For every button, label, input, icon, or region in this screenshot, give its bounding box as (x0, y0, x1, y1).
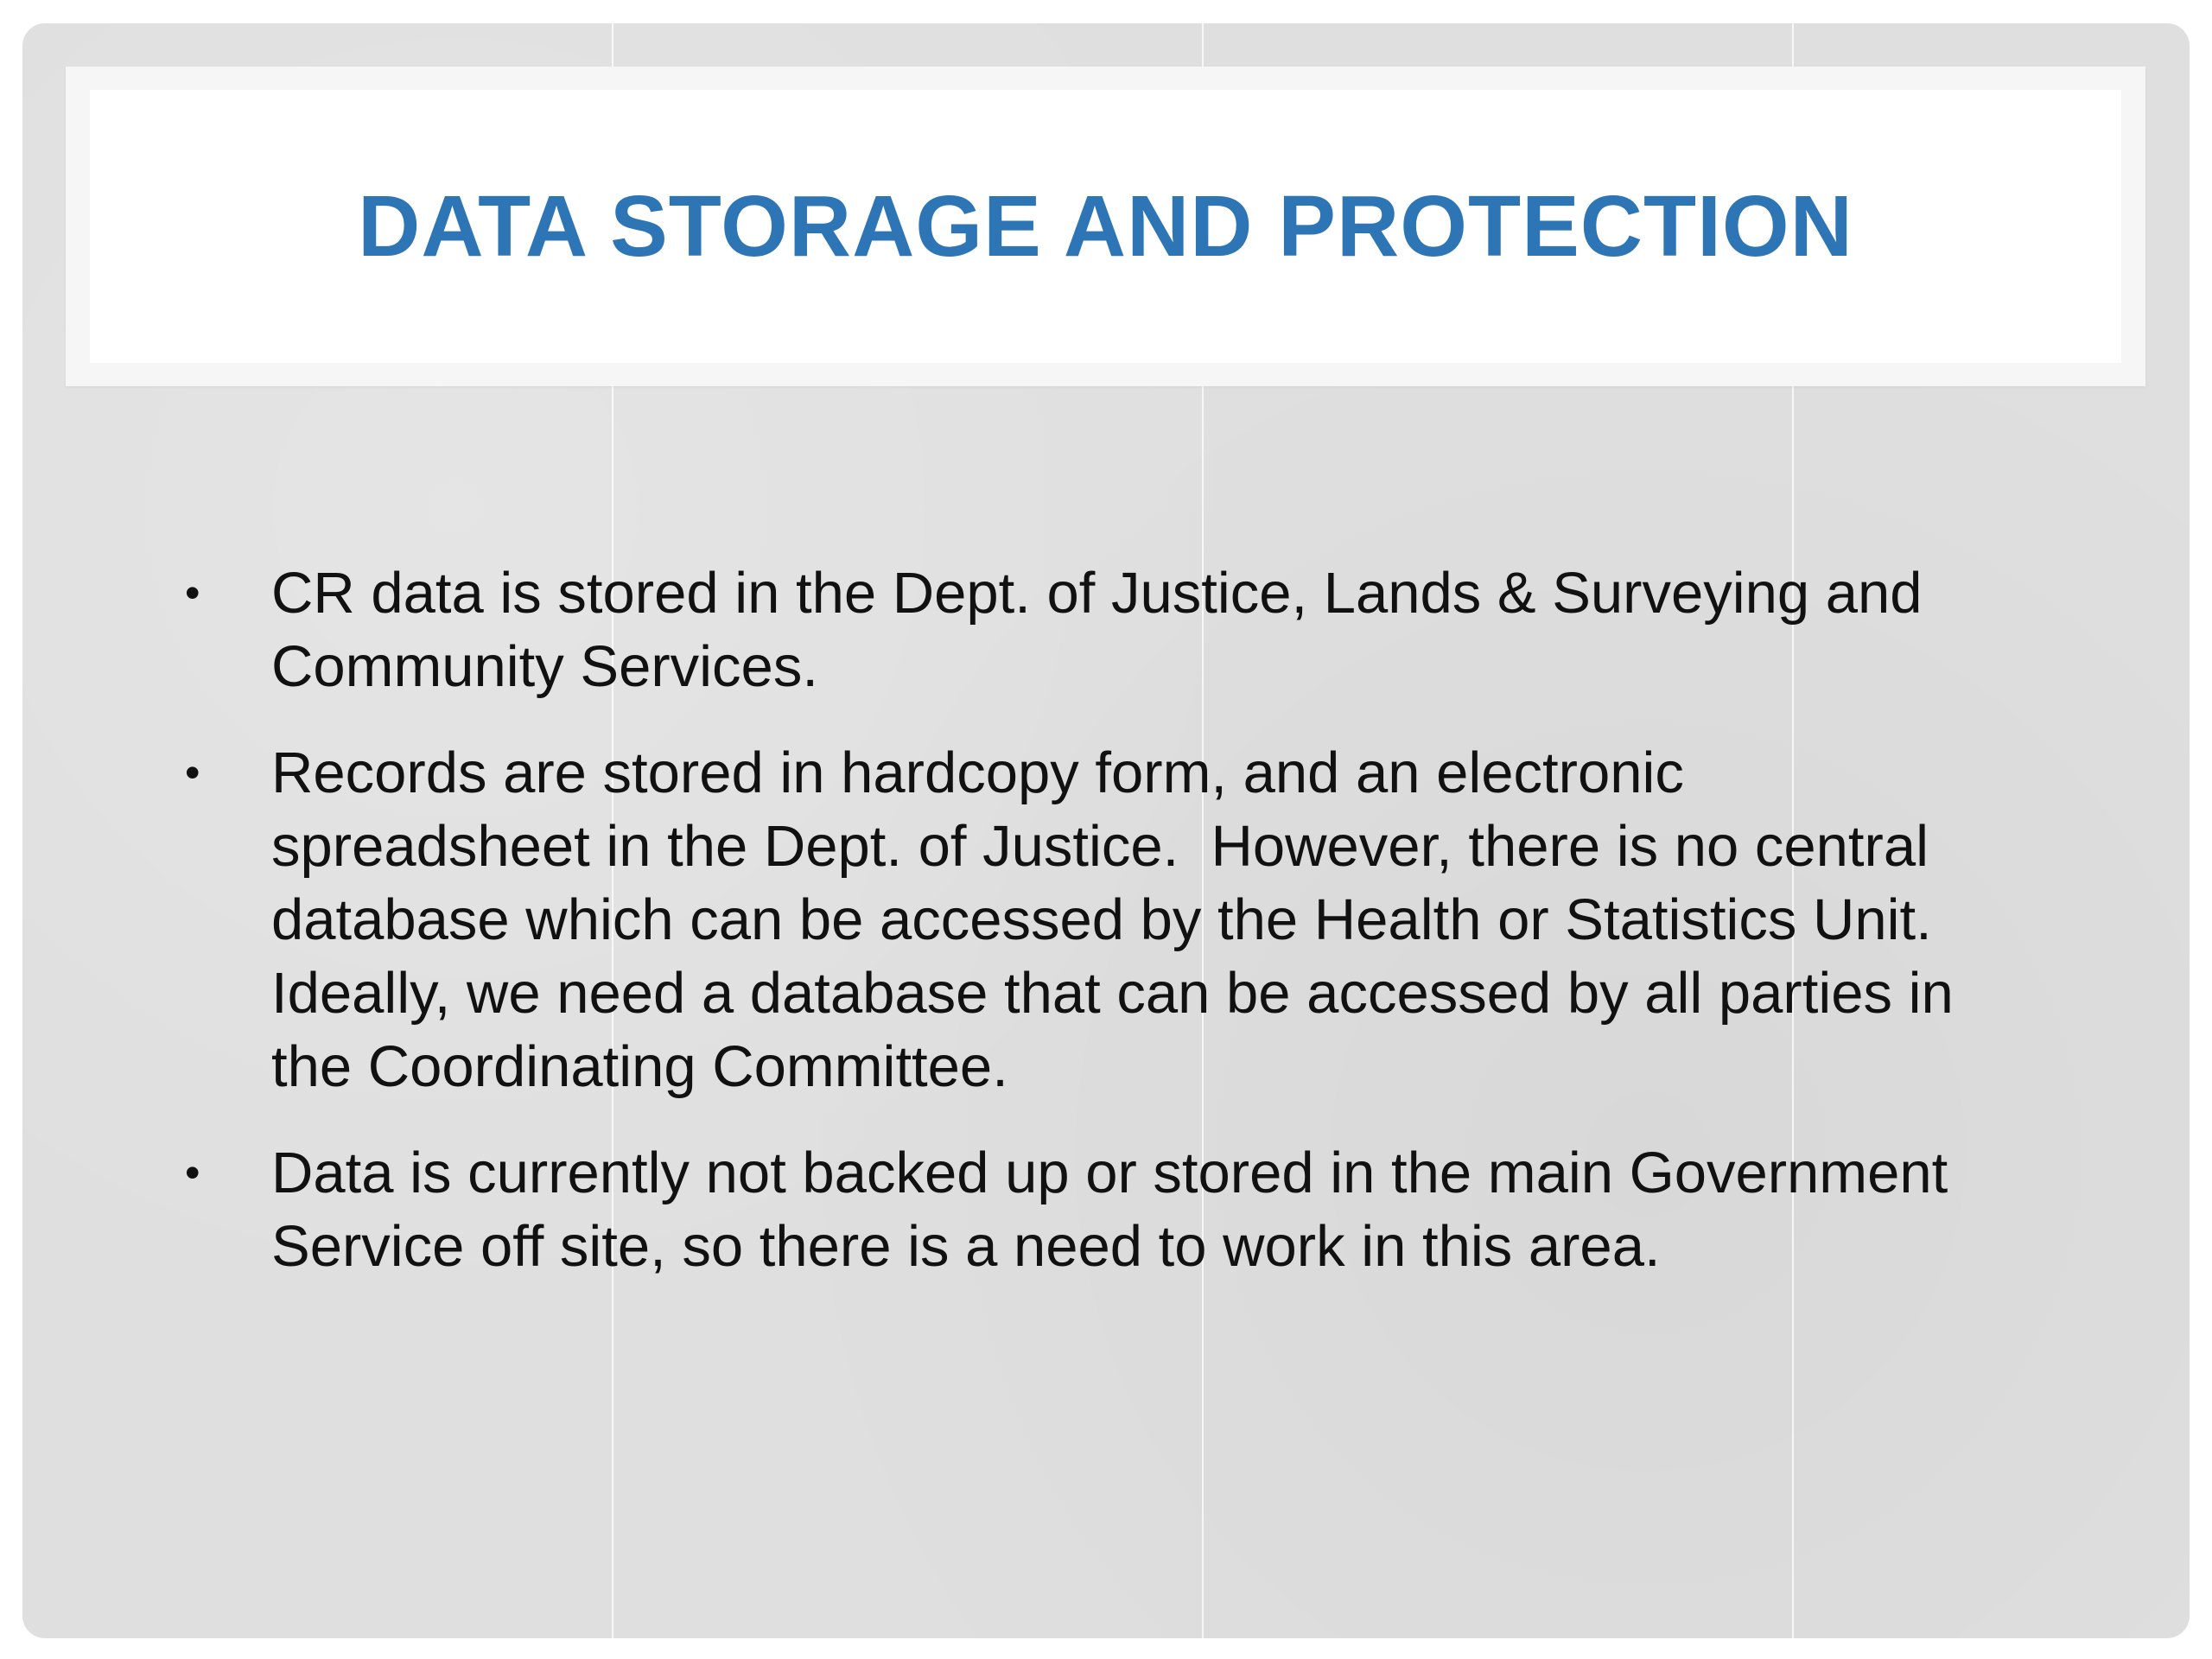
bullet-text (271, 556, 2120, 703)
title-box (90, 90, 2121, 363)
bullet-item (22, 556, 2190, 703)
bullet-text (271, 736, 2120, 1103)
bullet-line: database which can be accessed by the Health or Statistics Unit. (271, 887, 1932, 952)
bullet-list (22, 556, 2190, 1316)
bullet-line: Data is currently not backed up or stored in the main Government (271, 1141, 1948, 1205)
bullet-item (22, 1136, 2190, 1283)
slide (22, 23, 2190, 1638)
bullet-text (271, 1136, 2120, 1283)
bullet-line: Records are stored in hardcopy form, and an electronic (271, 741, 1684, 805)
bullet-line: Community Services. (271, 634, 818, 699)
bullet-icon: • (185, 748, 200, 797)
bullet-line: the Coordinating Committee. (271, 1034, 1008, 1099)
bullet-icon: • (185, 1148, 200, 1197)
bullet-item (22, 736, 2190, 1103)
bullet-line: spreadsheet in the Dept. of Justice. However, there is no central (271, 814, 1929, 879)
title-banner (66, 67, 2145, 386)
bullet-line: Ideally, we need a database that can be accessed by all parties in (271, 961, 1954, 1026)
slide-title: DATA STORAGE AND PROTECTION (358, 178, 1853, 275)
bullet-line: Service off site, so there is a need to work in this area. (271, 1214, 1661, 1279)
bullet-icon: • (185, 569, 200, 617)
bullet-line: CR data is stored in the Dept. of Justice, Lands & Surveying and (271, 561, 1923, 626)
